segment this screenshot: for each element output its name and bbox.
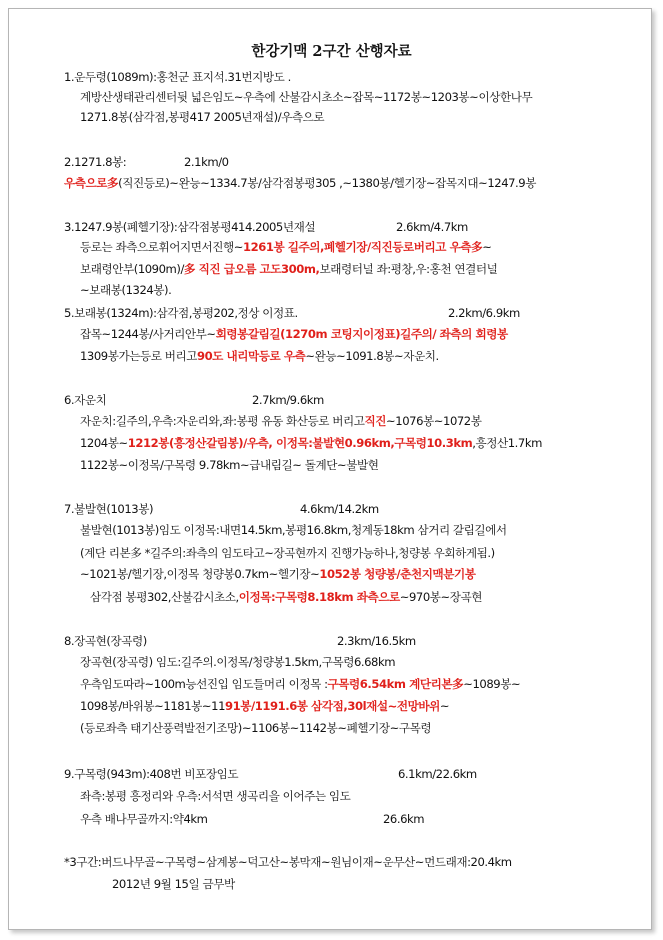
highlight-text: 1212봉(흥정산갈림봉)/우측, 이정목:불발현0.96km,구목령10.3km <box>127 436 473 450</box>
text-line <box>448 306 520 320</box>
text-segment: 불발현(1013봉)임도 이정목:내면14.5km,봉평16.8km,청계동18km 삼거리 갈림길에서 <box>80 523 507 537</box>
text-line <box>80 458 379 472</box>
text-line <box>80 436 542 450</box>
text-line <box>252 393 324 407</box>
text-segment: 2.6km/4.7km <box>396 220 468 234</box>
text-line <box>80 677 520 691</box>
text-segment: 등로는 좌측으로휘어지면서진행~ <box>80 240 243 254</box>
text-segment: 삼각점 봉평302,산불감시초소, <box>90 590 239 604</box>
text-segment: 3.1247.9봉(폐헬기장):삼각점봉평414.2005년재설 <box>64 220 316 234</box>
text-segment: 4.6km/14.2km <box>300 502 379 516</box>
text-line <box>184 155 229 169</box>
text-line <box>80 523 507 537</box>
text-line <box>80 721 431 735</box>
text-segment: 계방산생태관리센터뒷 넓은임도~우측에 산불감시초소~잡목~1172봉~1203봉~이상한나무 <box>80 90 533 104</box>
text-line <box>80 327 508 341</box>
text-line <box>80 262 497 276</box>
highlight-text: 회령봉갈림길(1270m 코팅지이정표)길주의/ 좌측의 회령봉 <box>215 327 508 341</box>
text-segment: 2.2km/6.9km <box>448 306 520 320</box>
text-segment: 6.자운치 <box>64 393 107 407</box>
text-line <box>80 546 495 560</box>
text-line <box>398 767 477 781</box>
text-line <box>396 220 468 234</box>
text-segment: 1.운두령(1089m):홍천군 표지석.31번지방도 . <box>64 70 291 84</box>
text-line <box>64 70 291 84</box>
text-line <box>64 220 315 234</box>
text-line <box>80 699 449 713</box>
text-segment: ~1089봉~ <box>463 677 521 691</box>
text-segment: 우측임도따라~100m능선진입 임도들머리 이정목 : <box>80 677 328 691</box>
text-line <box>80 812 207 826</box>
text-segment: ,흥정산1.7km <box>472 436 542 450</box>
text-segment: ~완능~1091.8봉~자운치. <box>305 349 439 363</box>
text-line <box>80 110 324 124</box>
highlight-text: 구목령6.54km 계단리본多 <box>327 677 464 691</box>
text-line <box>64 176 536 190</box>
text-segment: ~보래봉(1324봉). <box>80 283 172 297</box>
text-segment: ~ <box>439 699 450 713</box>
text-line <box>64 855 512 869</box>
text-line <box>337 634 416 648</box>
text-line <box>383 812 424 826</box>
highlight-text: 우측으로多 <box>64 176 119 190</box>
text-segment: 1122봉~이정목/구목령 9.78km~급내림길~ 돌계단~불발현 <box>80 458 379 472</box>
text-segment: 2.1271.8봉: <box>64 155 127 169</box>
document-title: 한강기맥 2구간 산행자료 <box>251 43 412 60</box>
text-segment: 1271.8봉(삼각점,봉평417 2005년재설)/우측으로 <box>80 110 325 124</box>
text-segment: 자운치:길주의,우측:자운리와,좌:봉평 유동 화산등로 버리고 <box>80 414 365 428</box>
text-line <box>112 877 235 891</box>
text-line <box>80 349 439 363</box>
text-segment: 26.6km <box>383 812 425 826</box>
text-segment: 보래령안부(1090m)/ <box>80 262 184 276</box>
text-segment: *3구간:버드나무골~구목령~삼계봉~덕고산~봉막재~원님이재~운무산~먼드래재:20.4km <box>64 855 512 869</box>
text-segment: ~1021봉/헬기장,이정목 청량봉0.7km~헬기장~ <box>80 567 320 581</box>
text-line <box>64 767 238 781</box>
text-segment: 2.7km/9.6km <box>252 393 324 407</box>
text-line <box>80 283 171 297</box>
text-line <box>80 90 532 104</box>
text-segment: 2.3km/16.5km <box>337 634 416 648</box>
text-segment: 2.1km/0 <box>184 155 229 169</box>
text-line <box>80 789 350 803</box>
text-segment: 보래령터널 좌:평창,우:홍천 연결터널 <box>319 262 498 276</box>
highlight-text: 1261봉 길주의,폐헬기장/직진등로버리고 우측多 <box>243 240 483 254</box>
text-segment: ~970봉~장곡현 <box>399 590 483 604</box>
text-line <box>80 414 482 428</box>
text-segment: 6.1km/22.6km <box>398 767 477 781</box>
text-line <box>300 502 379 516</box>
highlight-text: 多 직진 급오름 고도300m, <box>183 262 320 276</box>
text-segment: 잡목~1244봉/사거리안부~ <box>80 327 216 341</box>
text-segment: 8.장곡현(장곡령) <box>64 634 147 648</box>
highlight-text: 직진 <box>364 414 387 428</box>
text-line <box>80 567 475 581</box>
text-segment: (직진등로)~완능~1334.7봉/삼각점봉평305 ,~1380봉/헬기장~잡목지대~1247.9봉 <box>118 176 536 190</box>
highlight-text: 91봉/1191.6봉 삼각점,30l재설~전망바위 <box>225 699 440 713</box>
text-line <box>64 634 147 648</box>
highlight-text: 1052봉 청량봉/춘천지맥분기봉 <box>319 567 476 581</box>
text-segment: 장곡현(장곡령) 임도:길주의.이정목/청량봉1.5km,구목령6.68km <box>80 655 396 669</box>
text-line <box>80 240 492 254</box>
text-segment: 2012년 9월 15일 금무박 <box>112 877 235 891</box>
highlight-text: 이정목:구목령8.18km 좌측으로 <box>238 590 400 604</box>
text-segment: 우측 배나무골까지:약4km <box>80 812 208 826</box>
text-segment: 1098봉/바위봉~1181봉~11 <box>80 699 225 713</box>
text-segment: (등로좌측 태기산풍력발전기조망)~1106봉~1142봉~폐헬기장~구목령 <box>80 721 432 735</box>
text-line <box>64 502 153 516</box>
text-segment: 7.불발현(1013봉) <box>64 502 154 516</box>
text-segment: ~1076봉~1072봉 <box>386 414 482 428</box>
text-segment: ~ <box>482 240 492 254</box>
text-line <box>90 590 482 604</box>
text-line <box>64 393 106 407</box>
highlight-text: 90도 내리막등로 우측 <box>196 349 306 363</box>
text-segment: 1204봉~ <box>80 436 128 450</box>
text-line <box>80 655 395 669</box>
text-line <box>64 306 298 320</box>
text-segment: 5.보래봉(1324m):삼각점,봉평202,정상 이정표. <box>64 306 298 320</box>
text-segment: 좌측:봉평 흥정리와 우측:서석면 생곡리을 이어주는 임도 <box>80 789 351 803</box>
text-line <box>64 155 126 169</box>
text-segment: 1309봉가는등로 버리고 <box>80 349 197 363</box>
text-segment: 9.구목령(943m):408번 비포장임도 <box>64 767 239 781</box>
text-segment: (계단 리본多 *길주의:좌측의 임도타고~장곡현까지 진행가능하나,청량봉 우회하게됨.) <box>80 546 495 560</box>
